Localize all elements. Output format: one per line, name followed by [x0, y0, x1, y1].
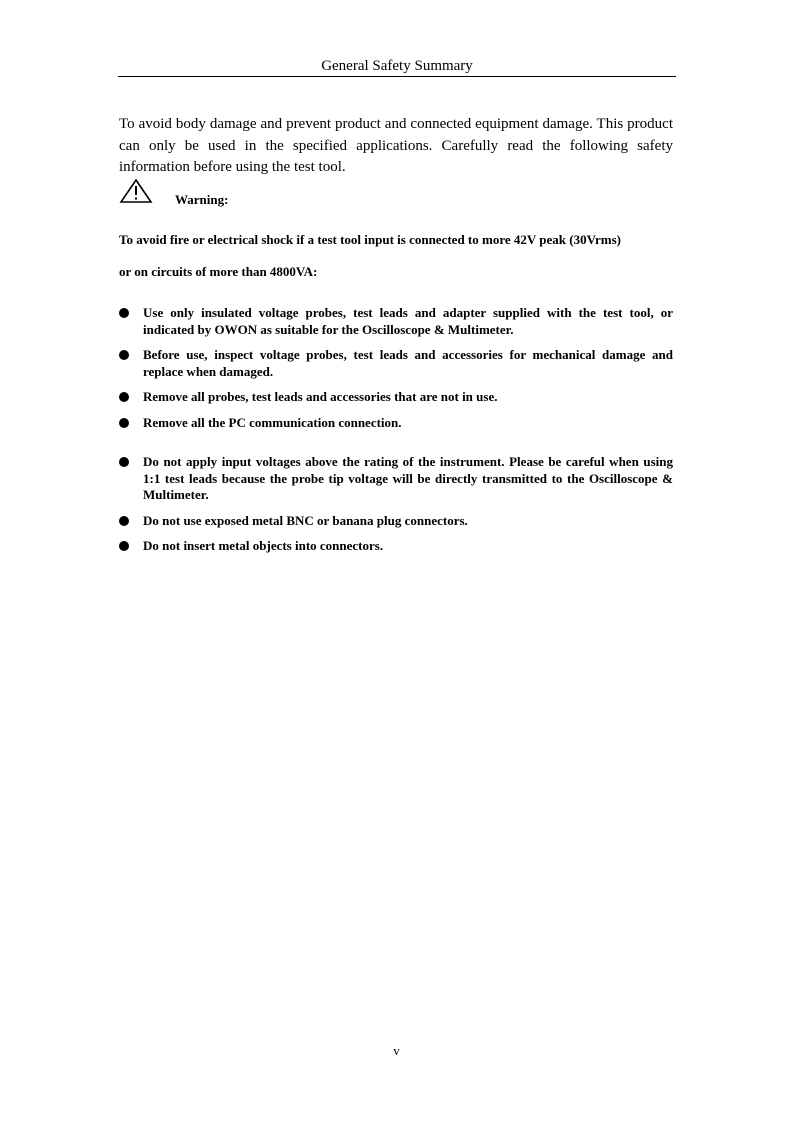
intro-paragraph: To avoid body damage and prevent product and connected equipment damage. This product can only be used in the specified applications. Carefully read the following safety information before using the test tool. — [119, 116, 673, 175]
page-header-title: General Safety Summary — [118, 57, 676, 77]
list-item — [119, 454, 673, 504]
list-item — [119, 389, 673, 406]
bullet-dot-icon — [119, 457, 129, 467]
bullet-dot-icon — [119, 418, 129, 428]
list-item — [119, 305, 673, 338]
safety-list-group-1 — [119, 305, 673, 440]
warning-statement-line-2: or on circuits of more than 4800VA: — [119, 264, 318, 279]
bullet-dot-icon — [119, 308, 129, 318]
safety-list-group-2 — [119, 454, 673, 564]
bullet-dot-icon — [119, 350, 129, 360]
bullet-dot-icon — [119, 541, 129, 551]
list-item-text: Do not insert metal objects into connectors. — [143, 538, 384, 553]
warning-triangle-icon — [119, 178, 153, 204]
list-item-text: Remove all the PC communication connection. — [143, 414, 402, 430]
page-number: v — [393, 1043, 400, 1058]
warning-label: Warning: — [175, 192, 229, 207]
list-item — [119, 415, 673, 432]
bullet-dot-icon — [119, 516, 129, 526]
list-item — [119, 347, 673, 380]
warning-statement-line-1: To avoid fire or electrical shock if a test tool input is connected to more 42V peak (30Vrms) — [119, 232, 622, 247]
list-item-text: Do not use exposed metal BNC or banana plug connectors. — [143, 512, 468, 528]
list-item — [119, 513, 673, 530]
list-item-text: Before use, inspect voltage probes, test leads and accessories for mechanical damage and replace when damaged. — [143, 347, 673, 379]
list-item-text: Do not apply input voltages above the rating of the instrument. Please be careful when using 1:1 test leads because the probe tip voltage will be directly transmitted to the Oscilloscope & Multimeter. — [143, 454, 673, 502]
list-item-text: Use only insulated voltage probes, test leads and adapter supplied with the test tool, or indicated by OWON as suitable for the Oscilloscope & Multimeter. — [143, 305, 673, 337]
bullet-dot-icon — [119, 392, 129, 402]
list-item-text: Remove all probes, test leads and accessories that are not in use. — [143, 389, 498, 404]
list-item — [119, 538, 673, 555]
